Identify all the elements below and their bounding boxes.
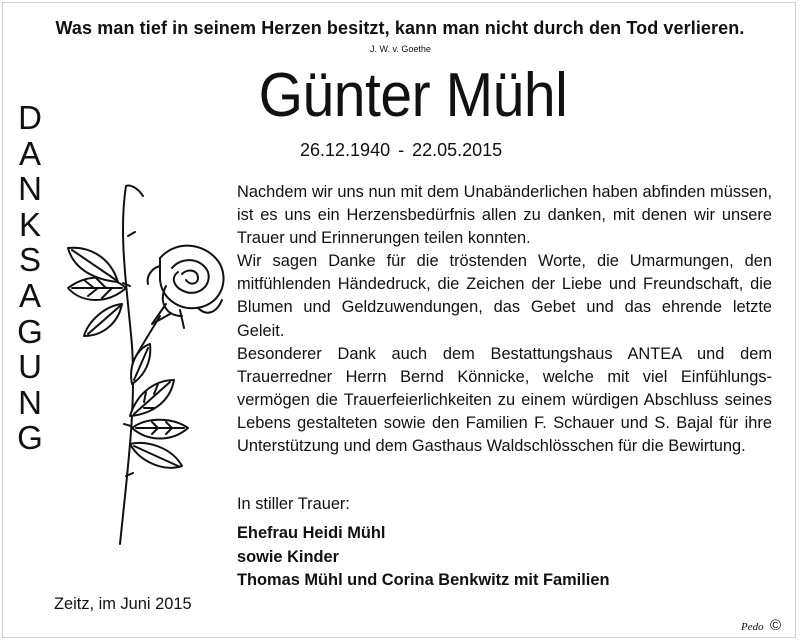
body-paragraph: Besonderer Dank auch dem Bestattungshaus ANTEA und dem Trauerredner Herrn Bernd Könnicke, welche mit viel Einfühlungsvermögen die Trauerfeierlichkeiten zu einem würdigen Abschluss seines Lebens gestalteten sowie den Familien F. Schauer und S. Bajal für ihre Unterstützung und dem Gasthaus Waldschlösschen für die Bewirtung.: [237, 344, 772, 456]
heading-letter: G: [17, 419, 43, 457]
family-line: Thomas Mühl und Corina Benkwitz mit Familien: [237, 571, 610, 589]
family-signatures: [237, 522, 609, 593]
danksagung-vertical-heading: [14, 100, 46, 456]
rose-illustration-icon: [48, 176, 238, 556]
heading-letter: N: [18, 170, 42, 208]
body-paragraph: Nachdem wir uns nun mit dem Unabänderlichen haben abfinden müssen, ist es uns ein Herzensbedürfnis allen zu danken, mit denen wir unsere Trauer und Erinnerungen teilen konnten.: [237, 183, 772, 248]
mourning-label: In stiller Trauer:: [237, 495, 350, 513]
deceased-name: Günter Mühl: [258, 61, 568, 130]
heading-letter: A: [18, 276, 41, 314]
heading-letter: A: [18, 134, 41, 172]
life-dates: 26.12.1940 - 22.05.2015: [300, 140, 503, 160]
designer-signature: Pedo: [741, 621, 764, 633]
heading-letter: D: [18, 99, 42, 136]
quote-text: Was man tief in seinem Herzen besitzt, kann man nicht durch den Tod verlieren.: [55, 18, 745, 38]
thank-you-text: [237, 181, 772, 458]
family-line: sowie Kinder: [237, 547, 340, 566]
heading-letter: K: [18, 205, 41, 243]
heading-letter: U: [18, 348, 42, 386]
heading-letter: S: [18, 241, 41, 279]
body-paragraph: Wir sagen Danke für die tröstenden Worte, die Umarmungen, den mitfühlenden Händedruck, die Zeichen der Liebe und Freundschaft, die Blumen und Geldzuwendungen, das Gebet und das ehrende letzte Geleit.: [237, 252, 772, 340]
heading-letter: N: [18, 383, 42, 421]
place-date: Zeitz, im Juni 2015: [54, 595, 192, 613]
heading-letter: G: [17, 312, 43, 350]
family-line: Ehefrau Heidi Mühl: [237, 524, 386, 542]
copyright-mark: ©: [770, 617, 782, 634]
quote-author: J. W. v. Goethe: [370, 44, 431, 54]
